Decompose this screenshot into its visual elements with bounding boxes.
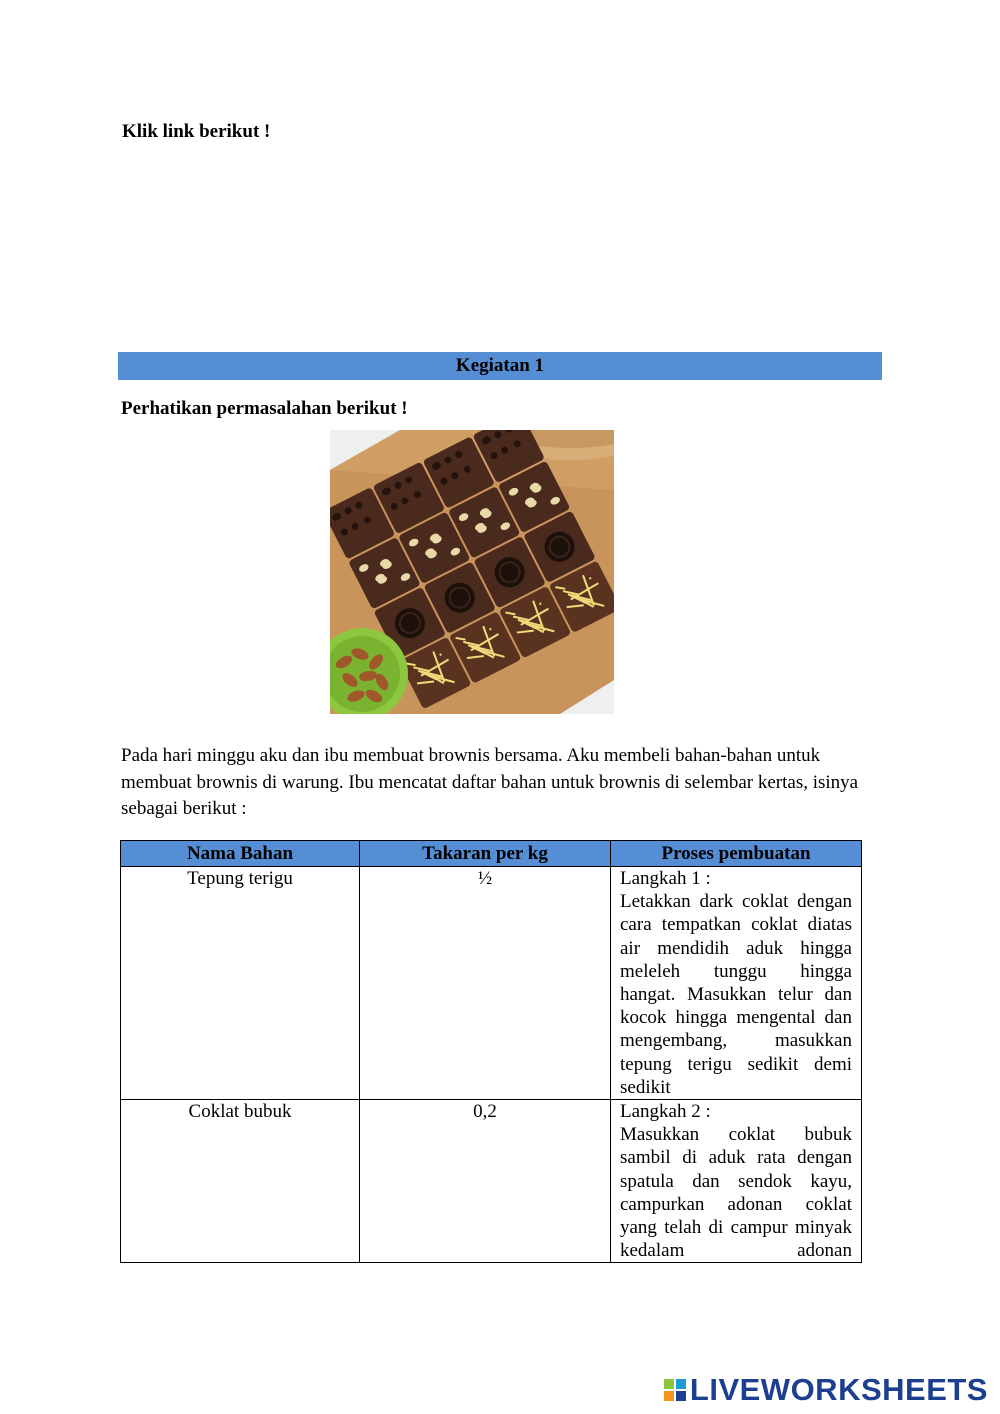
table-row	[121, 1100, 862, 1263]
activity-title: Kegiatan 1	[455, 355, 545, 376]
step-description: Letakkan dark coklat dengan cara tempatkan coklat diatas air mendidih aduk hingga meleleh tunggu hingga hangat. Masukkan telur dan kocok hingga mengental dan mengembang, masukkan tepung terigu sedikit demi sedikit	[620, 891, 852, 1098]
step-title: Langkah 2 :	[620, 1101, 711, 1123]
ingredient-cell: Tepung terigu	[121, 867, 360, 1100]
intro-paragraph: Pada hari minggu aku dan ibu membuat brownis bersama. Aku membeli bahan-bahan untuk membuat brownis di warung. Ibu mencatat daftar bahan untuk brownis di selembar kertas, isinya sebagai berikut :	[121, 745, 859, 819]
step-title: Langkah 1 :	[620, 868, 711, 889]
amount-cell: ½	[360, 867, 611, 1100]
logo-text: LIVEWORKSHEETS	[689, 1372, 988, 1407]
ingredients-table	[120, 840, 862, 1263]
liveworksheets-logo-icon	[664, 1379, 686, 1401]
table-header-row	[121, 841, 862, 867]
liveworksheets-logo[interactable]	[664, 1373, 988, 1407]
column-header-amount: Takaran per kg	[360, 841, 611, 867]
process-cell	[611, 1100, 862, 1263]
column-header-ingredient: Nama Bahan	[121, 841, 360, 867]
table-row	[121, 867, 862, 1100]
brownies-photo	[330, 430, 614, 714]
ingredient-cell: Coklat bubuk	[121, 1100, 360, 1263]
step-description: Masukkan coklat bubuk sambil di aduk rata dengan spatula dan sendok kayu, campurkan adonan coklat yang telah di campur minyak kedalam adonan	[620, 1124, 852, 1262]
amount-cell: 0,2	[360, 1100, 611, 1263]
link-heading: Klik link berikut !	[122, 121, 271, 142]
problem-heading: Perhatikan permasalahan berikut !	[121, 398, 408, 419]
activity-banner	[118, 352, 882, 380]
column-header-process: Proses pembuatan	[611, 841, 862, 867]
process-cell	[611, 867, 862, 1100]
